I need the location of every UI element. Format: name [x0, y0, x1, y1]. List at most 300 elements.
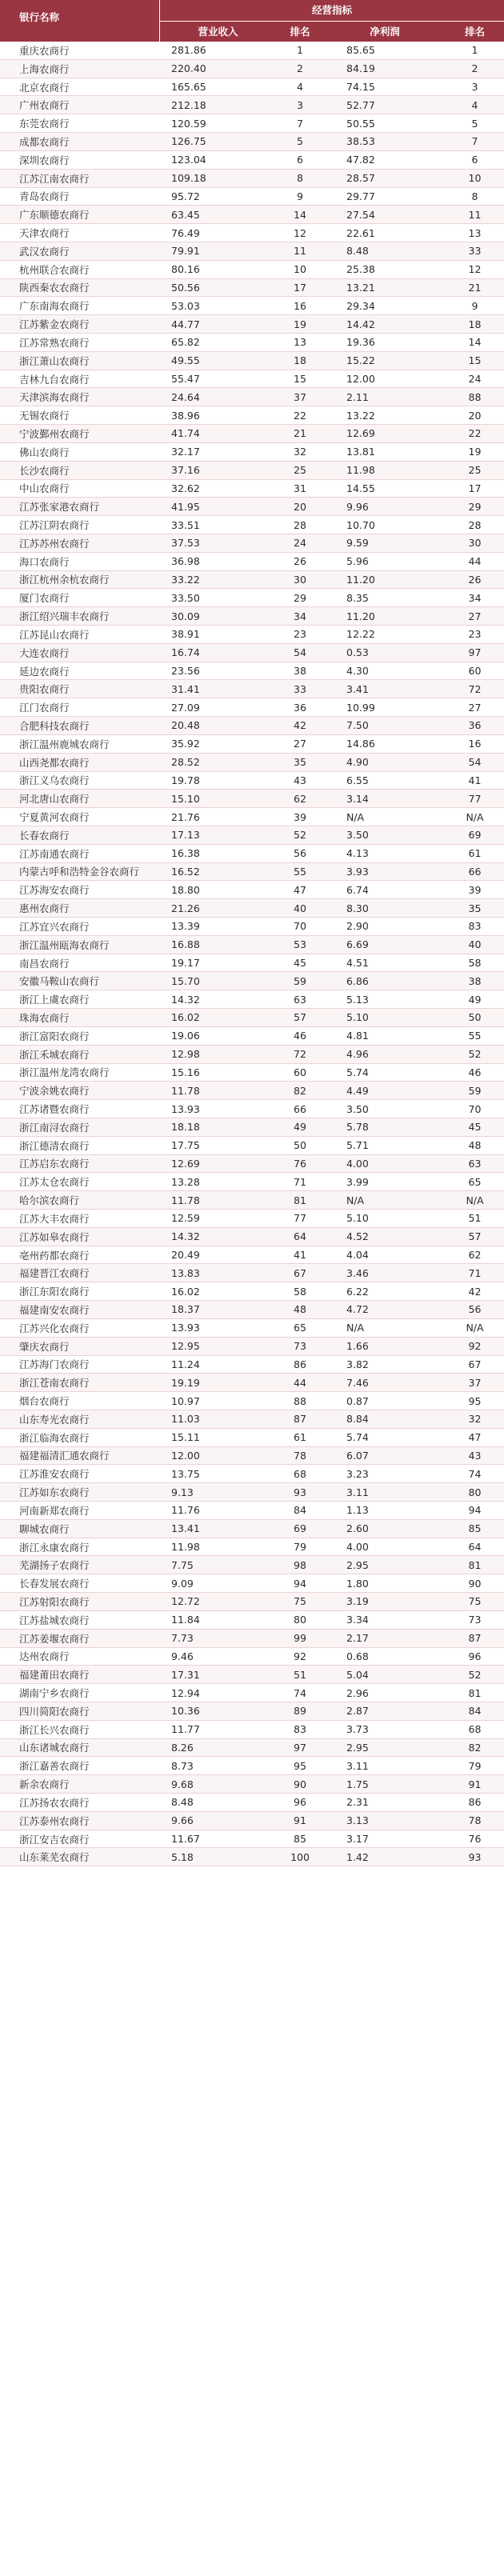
revenue-cell: 126.75	[171, 135, 206, 148]
revenue-cell: 37.53	[171, 537, 200, 550]
revenue-rank-cell: 49	[294, 1121, 306, 1134]
profit-cell: 29.77	[346, 190, 375, 202]
profit-rank-cell: 94	[468, 1504, 482, 1517]
profit-rank-cell: 30	[468, 537, 482, 550]
revenue-rank-cell: 43	[294, 774, 306, 786]
revenue-cell: 33.51	[171, 518, 200, 531]
revenue-cell: 11.76	[171, 1504, 200, 1517]
profit-cell: 14.55	[346, 482, 375, 494]
profit-rank-cell: 68	[468, 1723, 482, 1736]
bank-name-cell: 贵阳农商行	[19, 683, 70, 696]
revenue-rank-cell: 94	[294, 1577, 306, 1590]
table-row	[0, 607, 504, 626]
profit-rank-cell: 19	[468, 446, 482, 458]
header-metrics	[160, 0, 504, 42]
profit-rank-cell: 90	[468, 1577, 482, 1590]
bank-name-cell: 江苏苏州农商行	[19, 537, 90, 550]
profit-rank-cell: 81	[468, 1686, 482, 1699]
bank-name-cell: 浙江温州鹿城农商行	[19, 738, 110, 750]
profit-cell: 22.61	[346, 226, 375, 239]
revenue-rank-cell: 27	[294, 738, 306, 750]
profit-cell: 5.78	[346, 1121, 369, 1134]
table-row	[0, 498, 504, 516]
bank-name-cell: 山东莱芜农商行	[19, 1851, 90, 1864]
profit-cell: 3.93	[346, 865, 369, 878]
profit-cell: 4.81	[346, 1030, 369, 1042]
revenue-rank-cell: 53	[294, 938, 306, 951]
table-row	[0, 114, 504, 133]
bank-name-cell: 江苏诸暨农商行	[19, 1103, 90, 1116]
table-row	[0, 443, 504, 462]
table-row	[0, 1374, 504, 1392]
revenue-rank-cell: 13	[294, 336, 306, 349]
revenue-cell: 8.73	[171, 1759, 194, 1772]
header-profit: 净利润	[370, 26, 400, 38]
bank-name-cell: 重庆农商行	[19, 44, 70, 57]
revenue-rank-cell: 86	[294, 1358, 306, 1370]
profit-rank-cell: N/A	[466, 810, 484, 823]
revenue-rank-cell: 1	[297, 44, 303, 57]
table-row	[0, 1246, 504, 1265]
revenue-rank-cell: 73	[294, 1340, 306, 1353]
profit-rank-cell: 59	[468, 1084, 482, 1097]
bank-name-cell: 江苏常熟农商行	[19, 336, 90, 349]
profit-cell: 19.36	[346, 336, 375, 349]
profit-cell: 2.96	[346, 1686, 369, 1699]
revenue-cell: 212.18	[171, 98, 206, 111]
profit-rank-cell: 22	[468, 427, 482, 440]
header-revenue-rank: 排名	[290, 26, 310, 38]
revenue-rank-cell: 17	[294, 281, 306, 294]
profit-cell: N/A	[346, 810, 365, 823]
revenue-rank-cell: 42	[294, 719, 306, 732]
revenue-rank-cell: 25	[294, 464, 306, 477]
bank-name-cell: 宁夏黄河农商行	[19, 811, 90, 824]
profit-cell: 38.53	[346, 135, 375, 148]
profit-rank-cell: 10	[468, 172, 482, 185]
table-row	[0, 1191, 504, 1210]
revenue-rank-cell: 92	[294, 1650, 306, 1662]
profit-rank-cell: 97	[468, 646, 482, 659]
bank-name-cell: 江苏射阳农商行	[19, 1595, 90, 1608]
revenue-rank-cell: 60	[294, 1066, 306, 1078]
profit-rank-cell: 23	[468, 628, 482, 641]
profit-cell: 11.20	[346, 610, 375, 622]
revenue-rank-cell: 18	[294, 354, 306, 367]
profit-cell: 7.50	[346, 719, 369, 732]
revenue-cell: 15.70	[171, 974, 200, 987]
profit-cell: 12.00	[346, 373, 375, 386]
revenue-cell: 13.93	[171, 1102, 200, 1115]
revenue-cell: 16.02	[171, 1285, 200, 1298]
bank-name-cell: 浙江禾城农商行	[19, 1048, 90, 1061]
table-header	[0, 0, 504, 42]
table-row	[0, 644, 504, 662]
header-bank-name: 银行名称	[0, 0, 160, 42]
revenue-cell: 31.41	[171, 682, 200, 695]
bank-name-cell: 宁波余姚农商行	[19, 1085, 90, 1098]
profit-rank-cell: 64	[468, 1541, 482, 1554]
revenue-cell: 30.09	[171, 610, 200, 622]
revenue-cell: 80.16	[171, 263, 200, 276]
profit-cell: 13.22	[346, 409, 375, 422]
revenue-cell: 120.59	[171, 117, 206, 130]
bank-name-cell: 浙江德清农商行	[19, 1139, 90, 1152]
profit-cell: 6.74	[346, 883, 369, 896]
table-row	[0, 826, 504, 845]
profit-cell: 15.22	[346, 354, 375, 367]
profit-cell: 3.50	[346, 1102, 369, 1115]
revenue-cell: 8.26	[171, 1741, 194, 1754]
revenue-rank-cell: 39	[294, 810, 306, 823]
profit-cell: 3.82	[346, 1358, 369, 1370]
revenue-cell: 123.04	[171, 154, 206, 166]
profit-cell: 8.48	[346, 245, 369, 258]
revenue-cell: 16.52	[171, 865, 200, 878]
bank-name-cell: 宁波鄞州农商行	[19, 427, 90, 440]
revenue-cell: 7.75	[171, 1558, 194, 1571]
profit-cell: 6.86	[346, 974, 369, 987]
table-row	[0, 698, 504, 717]
revenue-cell: 19.19	[171, 1376, 200, 1389]
table-row	[0, 352, 504, 370]
revenue-cell: 79.91	[171, 245, 200, 258]
profit-rank-cell: 85	[468, 1522, 482, 1535]
bank-name-cell: 江苏如东农商行	[19, 1486, 90, 1499]
revenue-rank-cell: 23	[294, 628, 306, 641]
revenue-cell: 49.55	[171, 354, 200, 367]
table-row	[0, 1483, 504, 1502]
profit-rank-cell: 93	[468, 1850, 482, 1863]
revenue-cell: 11.77	[171, 1723, 200, 1736]
bank-name-cell: 中山农商行	[19, 482, 70, 495]
revenue-rank-cell: 71	[294, 1175, 306, 1188]
table-row	[0, 936, 504, 954]
revenue-cell: 13.75	[171, 1467, 200, 1480]
revenue-rank-cell: 72	[294, 1048, 306, 1061]
revenue-rank-cell: 90	[294, 1778, 306, 1790]
revenue-rank-cell: 85	[294, 1833, 306, 1846]
bank-name-cell: 江苏姜堰农商行	[19, 1632, 90, 1645]
revenue-rank-cell: 100	[290, 1850, 310, 1863]
table-row	[0, 1593, 504, 1611]
table-row	[0, 1410, 504, 1429]
revenue-rank-cell: 96	[294, 1796, 306, 1809]
table-row	[0, 808, 504, 826]
header-group-title: 经营指标	[160, 0, 504, 22]
revenue-rank-cell: 88	[294, 1394, 306, 1407]
table-row	[0, 1574, 504, 1593]
profit-rank-cell: 58	[468, 957, 482, 970]
table-row	[0, 315, 504, 334]
bank-name-cell: 海口农商行	[19, 555, 70, 568]
revenue-cell: 38.96	[171, 409, 200, 422]
table-row	[0, 242, 504, 261]
bank-name-cell: 聊城农商行	[19, 1522, 70, 1535]
revenue-rank-cell: 30	[294, 573, 306, 586]
profit-cell: 13.81	[346, 446, 375, 458]
revenue-rank-cell: 24	[294, 537, 306, 550]
revenue-rank-cell: 16	[294, 299, 306, 312]
bank-name-cell: 惠州农商行	[19, 902, 70, 915]
bank-name-cell: 山东诸城农商行	[19, 1742, 90, 1754]
profit-cell: N/A	[346, 1194, 365, 1206]
profit-cell: 3.34	[346, 1614, 369, 1626]
profit-rank-cell: 63	[468, 1157, 482, 1170]
profit-cell: 5.10	[346, 1011, 369, 1024]
revenue-rank-cell: 61	[294, 1431, 306, 1444]
profit-rank-cell: 70	[468, 1102, 482, 1115]
table-row	[0, 1465, 504, 1483]
revenue-rank-cell: 55	[294, 865, 306, 878]
profit-cell: 10.70	[346, 518, 375, 531]
profit-cell: 85.65	[346, 44, 375, 57]
profit-cell: 5.74	[346, 1066, 369, 1078]
revenue-cell: 7.73	[171, 1632, 194, 1645]
table-row	[0, 1429, 504, 1447]
revenue-rank-cell: 54	[294, 646, 306, 659]
bank-name-cell: 江苏如皋农商行	[19, 1230, 90, 1243]
profit-rank-cell: 35	[468, 902, 482, 914]
revenue-rank-cell: 41	[294, 1249, 306, 1262]
bank-name-cell: 湖南宁乡农商行	[19, 1687, 90, 1700]
profit-rank-cell: 45	[468, 1121, 482, 1134]
revenue-rank-cell: 29	[294, 591, 306, 604]
profit-cell: 3.23	[346, 1467, 369, 1480]
profit-cell: 6.69	[346, 938, 369, 951]
revenue-rank-cell: 74	[294, 1686, 306, 1699]
table-row	[0, 133, 504, 151]
bank-name-cell: 延边农商行	[19, 665, 70, 678]
bank-name-cell: 广州农商行	[19, 99, 70, 112]
bank-name-cell: 陕西秦农农商行	[19, 282, 90, 294]
bank-name-cell: 江苏淮安农商行	[19, 1468, 90, 1481]
bank-name-cell: 长沙农商行	[19, 464, 70, 477]
profit-cell: 0.68	[346, 1650, 369, 1662]
table-row	[0, 845, 504, 863]
revenue-cell: 16.38	[171, 847, 200, 860]
revenue-rank-cell: 76	[294, 1157, 306, 1170]
revenue-rank-cell: 4	[297, 81, 303, 94]
profit-cell: 3.50	[346, 829, 369, 842]
profit-rank-cell: 14	[468, 336, 482, 349]
bank-name-cell: 福建福清汇通农商行	[19, 1450, 110, 1462]
table-row	[0, 42, 504, 60]
table-row	[0, 151, 504, 170]
revenue-rank-cell: 78	[294, 1449, 306, 1462]
profit-cell: 4.72	[346, 1303, 369, 1316]
profit-rank-cell: 96	[468, 1650, 482, 1662]
profit-rank-cell: 52	[468, 1048, 482, 1061]
bank-name-cell: 广东南海农商行	[19, 300, 90, 313]
revenue-cell: 17.75	[171, 1139, 200, 1152]
table-row	[0, 954, 504, 973]
revenue-rank-cell: 5	[297, 135, 303, 148]
profit-cell: 12.69	[346, 427, 375, 440]
revenue-rank-cell: 79	[294, 1541, 306, 1554]
bank-name-cell: 达州农商行	[19, 1650, 70, 1663]
profit-cell: 4.49	[346, 1084, 369, 1097]
table-row	[0, 863, 504, 882]
profit-cell: 2.90	[346, 920, 369, 933]
revenue-cell: 220.40	[171, 62, 206, 75]
revenue-rank-cell: 58	[294, 1285, 306, 1298]
profit-cell: 2.95	[346, 1558, 369, 1571]
profit-rank-cell: 27	[468, 701, 482, 714]
profit-rank-cell: N/A	[466, 1194, 484, 1206]
table-row	[0, 224, 504, 242]
profit-cell: 4.00	[346, 1157, 369, 1170]
profit-rank-cell: 50	[468, 1011, 482, 1024]
revenue-rank-cell: 28	[294, 518, 306, 531]
revenue-rank-cell: 81	[294, 1194, 306, 1206]
table-row	[0, 78, 504, 97]
table-row	[0, 1721, 504, 1739]
profit-rank-cell: 13	[468, 226, 482, 239]
revenue-rank-cell: 50	[294, 1139, 306, 1152]
profit-cell: 2.31	[346, 1796, 369, 1809]
bank-name-cell: 山东寿光农商行	[19, 1413, 90, 1426]
profit-cell: 14.86	[346, 738, 375, 750]
revenue-rank-cell: 9	[297, 190, 303, 202]
revenue-rank-cell: 95	[294, 1759, 306, 1772]
profit-cell: 3.19	[346, 1595, 369, 1608]
bank-name-cell: 新余农商行	[19, 1778, 70, 1791]
profit-rank-cell: 28	[468, 518, 482, 531]
revenue-cell: 15.16	[171, 1066, 200, 1078]
revenue-cell: 12.94	[171, 1686, 200, 1699]
bank-name-cell: 天津滨海农商行	[19, 391, 90, 404]
revenue-cell: 9.46	[171, 1650, 194, 1662]
profit-cell: 5.96	[346, 555, 369, 568]
bank-name-cell: 芜湖扬子农商行	[19, 1559, 90, 1572]
profit-cell: N/A	[346, 1322, 365, 1334]
revenue-cell: 95.72	[171, 190, 200, 202]
bank-name-cell: 武汉农商行	[19, 245, 70, 258]
bank-name-cell: 亳州药都农商行	[19, 1249, 90, 1262]
revenue-cell: 27.09	[171, 701, 200, 714]
table-row	[0, 790, 504, 808]
revenue-cell: 12.59	[171, 1212, 200, 1225]
profit-rank-cell: 18	[468, 318, 482, 330]
revenue-rank-cell: 3	[297, 98, 303, 111]
revenue-cell: 50.56	[171, 281, 200, 294]
profit-rank-cell: 66	[468, 865, 482, 878]
revenue-rank-cell: 57	[294, 1011, 306, 1024]
revenue-cell: 18.80	[171, 883, 200, 896]
revenue-cell: 11.78	[171, 1194, 200, 1206]
profit-cell: 12.22	[346, 628, 375, 641]
profit-cell: 74.15	[346, 81, 375, 94]
profit-cell: 7.46	[346, 1376, 369, 1389]
table-row	[0, 717, 504, 735]
revenue-rank-cell: 10	[294, 263, 306, 276]
profit-cell: 2.60	[346, 1522, 369, 1535]
revenue-rank-cell: 45	[294, 957, 306, 970]
profit-rank-cell: 51	[468, 1212, 482, 1225]
profit-cell: 14.42	[346, 318, 375, 330]
table-row	[0, 1739, 504, 1758]
profit-cell: 4.90	[346, 756, 369, 769]
bank-name-cell: 江苏南通农商行	[19, 847, 90, 860]
table-row	[0, 1356, 504, 1374]
profit-cell: 3.14	[346, 792, 369, 805]
profit-cell: 4.04	[346, 1249, 369, 1262]
revenue-rank-cell: 70	[294, 920, 306, 933]
table-row	[0, 881, 504, 899]
profit-rank-cell: 7	[471, 135, 478, 148]
bank-name-cell: 江门农商行	[19, 702, 70, 714]
revenue-rank-cell: 97	[294, 1741, 306, 1754]
profit-rank-cell: 60	[468, 665, 482, 678]
profit-rank-cell: 76	[468, 1833, 482, 1846]
profit-rank-cell: 88	[468, 390, 482, 403]
profit-rank-cell: 34	[468, 591, 482, 604]
table-row	[0, 1082, 504, 1100]
bank-name-cell: 浙江温州龙湾农商行	[19, 1066, 110, 1079]
table-row	[0, 1319, 504, 1338]
revenue-cell: 9.09	[171, 1577, 194, 1590]
bank-name-cell: 江苏海安农商行	[19, 884, 90, 897]
profit-rank-cell: N/A	[466, 1322, 484, 1334]
profit-cell: 4.13	[346, 847, 369, 860]
profit-rank-cell: 12	[468, 263, 482, 276]
profit-cell: 6.07	[346, 1449, 369, 1462]
bank-name-cell: 浙江苍南农商行	[19, 1377, 90, 1390]
table-row	[0, 1502, 504, 1520]
profit-cell: 4.00	[346, 1541, 369, 1554]
bank-name-cell: 江苏兴化农商行	[19, 1322, 90, 1334]
bank-name-cell: 江苏张家港农商行	[19, 501, 100, 514]
profit-rank-cell: 5	[471, 117, 478, 130]
bank-name-cell: 北京农商行	[19, 81, 70, 94]
revenue-cell: 16.88	[171, 938, 200, 951]
profit-rank-cell: 49	[468, 993, 482, 1006]
revenue-cell: 12.69	[171, 1157, 200, 1170]
bank-name-cell: 内蒙古呼和浩特金谷农商行	[19, 866, 140, 878]
revenue-rank-cell: 26	[294, 555, 306, 568]
profit-rank-cell: 1	[471, 44, 478, 57]
revenue-rank-cell: 69	[294, 1522, 306, 1535]
bank-name-cell: 山西尧都农商行	[19, 756, 90, 769]
revenue-rank-cell: 11	[294, 245, 306, 258]
bank-name-cell: 珠海农商行	[19, 1011, 70, 1024]
profit-cell: 8.84	[346, 1413, 369, 1426]
revenue-cell: 63.45	[171, 208, 200, 221]
bank-name-cell: 浙江温州瓯海农商行	[19, 938, 110, 951]
profit-rank-cell: 36	[468, 719, 482, 732]
bank-name-cell: 南昌农商行	[19, 957, 70, 970]
revenue-rank-cell: 20	[294, 500, 306, 513]
profit-cell: 2.11	[346, 390, 369, 403]
bank-name-cell: 成都农商行	[19, 135, 70, 148]
bank-name-cell: 江苏江南农商行	[19, 172, 90, 185]
profit-rank-cell: 91	[468, 1778, 482, 1790]
table-row	[0, 1264, 504, 1282]
bank-name-cell: 浙江东阳农商行	[19, 1286, 90, 1298]
table-row	[0, 96, 504, 114]
table-row	[0, 1338, 504, 1356]
bank-name-cell: 浙江萧山农商行	[19, 354, 90, 367]
revenue-cell: 32.62	[171, 482, 200, 494]
bank-name-cell: 青岛农商行	[19, 190, 70, 203]
profit-cell: 3.13	[346, 1814, 369, 1827]
revenue-rank-cell: 19	[294, 318, 306, 330]
revenue-cell: 11.78	[171, 1084, 200, 1097]
profit-cell: 6.55	[346, 774, 369, 786]
revenue-rank-cell: 87	[294, 1413, 306, 1426]
revenue-cell: 12.00	[171, 1449, 200, 1462]
